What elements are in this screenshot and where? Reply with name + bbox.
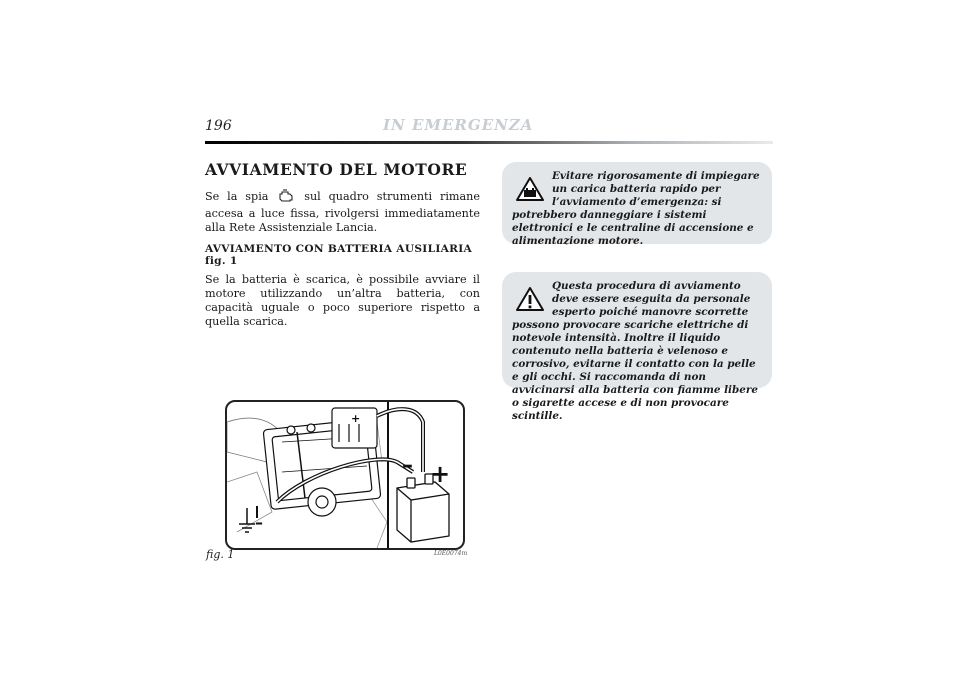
page-title: AVVIAMENTO DEL MOTORE — [205, 160, 468, 179]
battery-minus-label: – — [402, 453, 413, 478]
ground-symbol — [239, 508, 255, 532]
jump-start-illustration — [225, 400, 465, 550]
battery-plus-label: + — [430, 460, 451, 488]
intro-before-icon: Se la spia — [205, 190, 269, 203]
figure-caption: fig. 1 — [206, 548, 235, 561]
battery-warning-icon — [516, 176, 544, 202]
caution-icon — [516, 286, 544, 312]
engine-battery-plus-label: + — [351, 412, 361, 425]
warning-box-procedure — [502, 272, 772, 422]
ground-minus-label: – — [255, 513, 263, 532]
engine-warning-icon — [278, 189, 294, 207]
header-rule — [205, 141, 773, 144]
subheading: AVVIAMENTO CON BATTERIA AUSILIARIA fig. 1 — [205, 243, 472, 267]
figure-code: L0E0074m — [434, 550, 468, 557]
warning-text-charger: Evitare rigorosamente di impiegare un carica batteria rapido per l’avviamento d’emergenza: si potrebbero danneggiare i sistemi elettronici e le centraline di accensione e alimentazione motore. — [512, 170, 760, 247]
section-header: IN EMERGENZA — [383, 116, 534, 134]
intro-paragraph — [205, 189, 480, 235]
page-number: 196 — [205, 118, 232, 134]
warning-box-charger — [502, 162, 772, 247]
left-column — [205, 160, 480, 337]
intro-after-icon: sul quadro strumenti rimane accesa a luce fissa, rivolgersi immediatamente alla Rete Assistenziale Lancia. — [205, 190, 481, 234]
warning-text-procedure: Questa procedura di avviamento deve essere eseguita da personale esperto poiché manovre scorrette possono provocare scariche elettriche di notevole intensità. Inoltre il liquido contenuto nella batteria è velenoso e corrosivo, evitarne il contatto con la pelle e gli occhi. Si raccomanda di non avvicinarsi alla batteria con fiamme libere o sigarette accese e di non provocare scintille. — [512, 280, 758, 422]
battery-paragraph: Se la batteria è scarica, è possibile avviare il motore utilizzando un’altra batteria, con capacità uguale o poco superiore rispetto a quella scarica. — [205, 273, 480, 328]
